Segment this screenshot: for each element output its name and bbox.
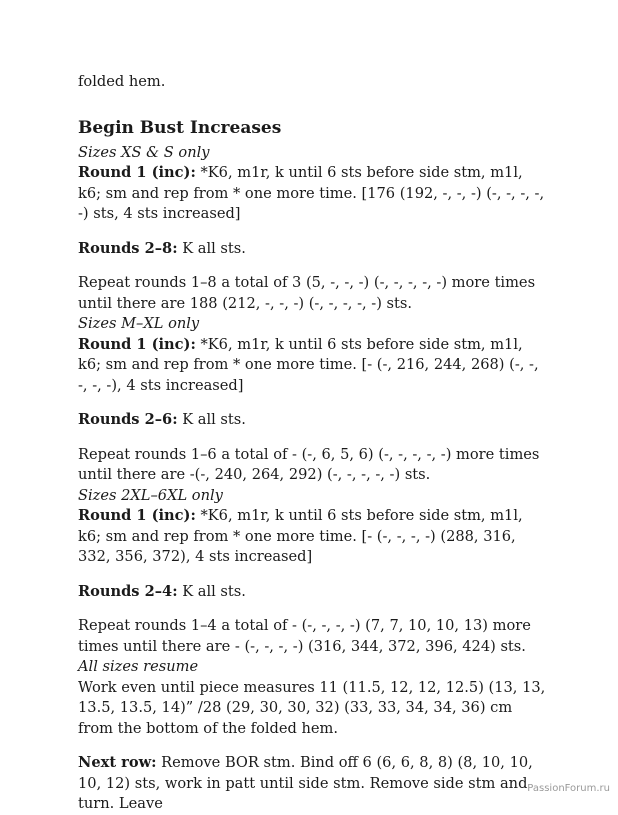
size-label-xs-s: Sizes XS & S only	[78, 143, 210, 161]
round-1-m-xl	[78, 335, 548, 397]
intro-text: folded hem.	[78, 73, 166, 90]
round-text: *K6, m1r, k until 6 sts before side stm, m1l, k6; sm and rep from * one more time. [176 (192, -, -, -) (-, -, -, -, -) sts, 4 sts increased]	[78, 164, 545, 222]
size-label-m-xl: Sizes M–XL only	[78, 315, 200, 332]
round-lead: Round 1 (inc):	[78, 164, 196, 181]
round-1-2xl-6xl	[78, 506, 548, 568]
round-text: *K6, m1r, k until 6 sts before side stm, m1l, k6; sm and rep from * one more time. [- (-, -, -, -) (288, 316, 332, 356, 372), 4 sts increased]	[78, 507, 523, 565]
repeat-2xl-6xl: Repeat rounds 1–4 a total of - (-, -, -, -) (7, 7, 10, 10, 13) more times until there are - (-, -, -, -) (316, 344, 372, 396, 424) sts.	[78, 617, 531, 655]
round-lead: Round 1 (inc):	[78, 507, 196, 524]
round-lead: Rounds 2–8:	[78, 239, 178, 257]
round-text: K all sts.	[177, 411, 246, 428]
rounds-2-6	[78, 410, 548, 431]
repeat-m-xl: Repeat rounds 1–6 a total of - (-, 6, 5, 6) (-, -, -, -, -) more times until there are -(-, 240, 264, 292) (-, -, -, -, -) sts.	[78, 445, 540, 483]
all-sizes-text: Work even until piece measures 11 (11.5, 12, 12, 12.5) (13, 13, 13.5, 13.5, 14)” /28 (29, 30, 30, 32) (33, 33, 34, 34, 36) cm from the bottom of the folded hem.	[78, 678, 546, 737]
round-1-xs-s	[78, 163, 548, 225]
round-text: K all sts.	[177, 239, 246, 257]
size-label-2xl-6xl: Sizes 2XL–6XL only	[78, 486, 223, 504]
round-lead: Rounds 2–4:	[78, 582, 178, 600]
section-heading: Begin Bust Increases	[78, 117, 282, 138]
round-text: Remove BOR stm. Bind off 6 (6, 6, 8, 8) (8, 10, 10, 10, 12) sts, work in patt until side stm. Remove side stm and turn. Leave	[78, 754, 533, 812]
round-lead: Next row:	[78, 754, 157, 771]
watermark: PassionForum.ru	[527, 783, 610, 794]
next-row	[78, 753, 548, 815]
round-text: *K6, m1r, k until 6 sts before side stm, m1l, k6; sm and rep from * one more time. [- (-, 216, 244, 268) (-, -, -, -, -), 4 sts increased]	[78, 335, 539, 394]
round-lead: Round 1 (inc):	[78, 335, 196, 353]
repeat-xs-s: Repeat rounds 1–8 a total of 3 (5, -, -, -) (-, -, -, -, -) more times until there are 188 (212, -, -, -) (-, -, -, -, -) sts.	[78, 274, 536, 312]
round-text: K all sts.	[177, 582, 246, 600]
document-page	[78, 72, 548, 815]
rounds-2-8	[78, 239, 548, 260]
rounds-2-4	[78, 582, 548, 603]
size-label-all: All sizes resume	[78, 658, 199, 675]
round-lead: Rounds 2–6:	[78, 411, 178, 428]
